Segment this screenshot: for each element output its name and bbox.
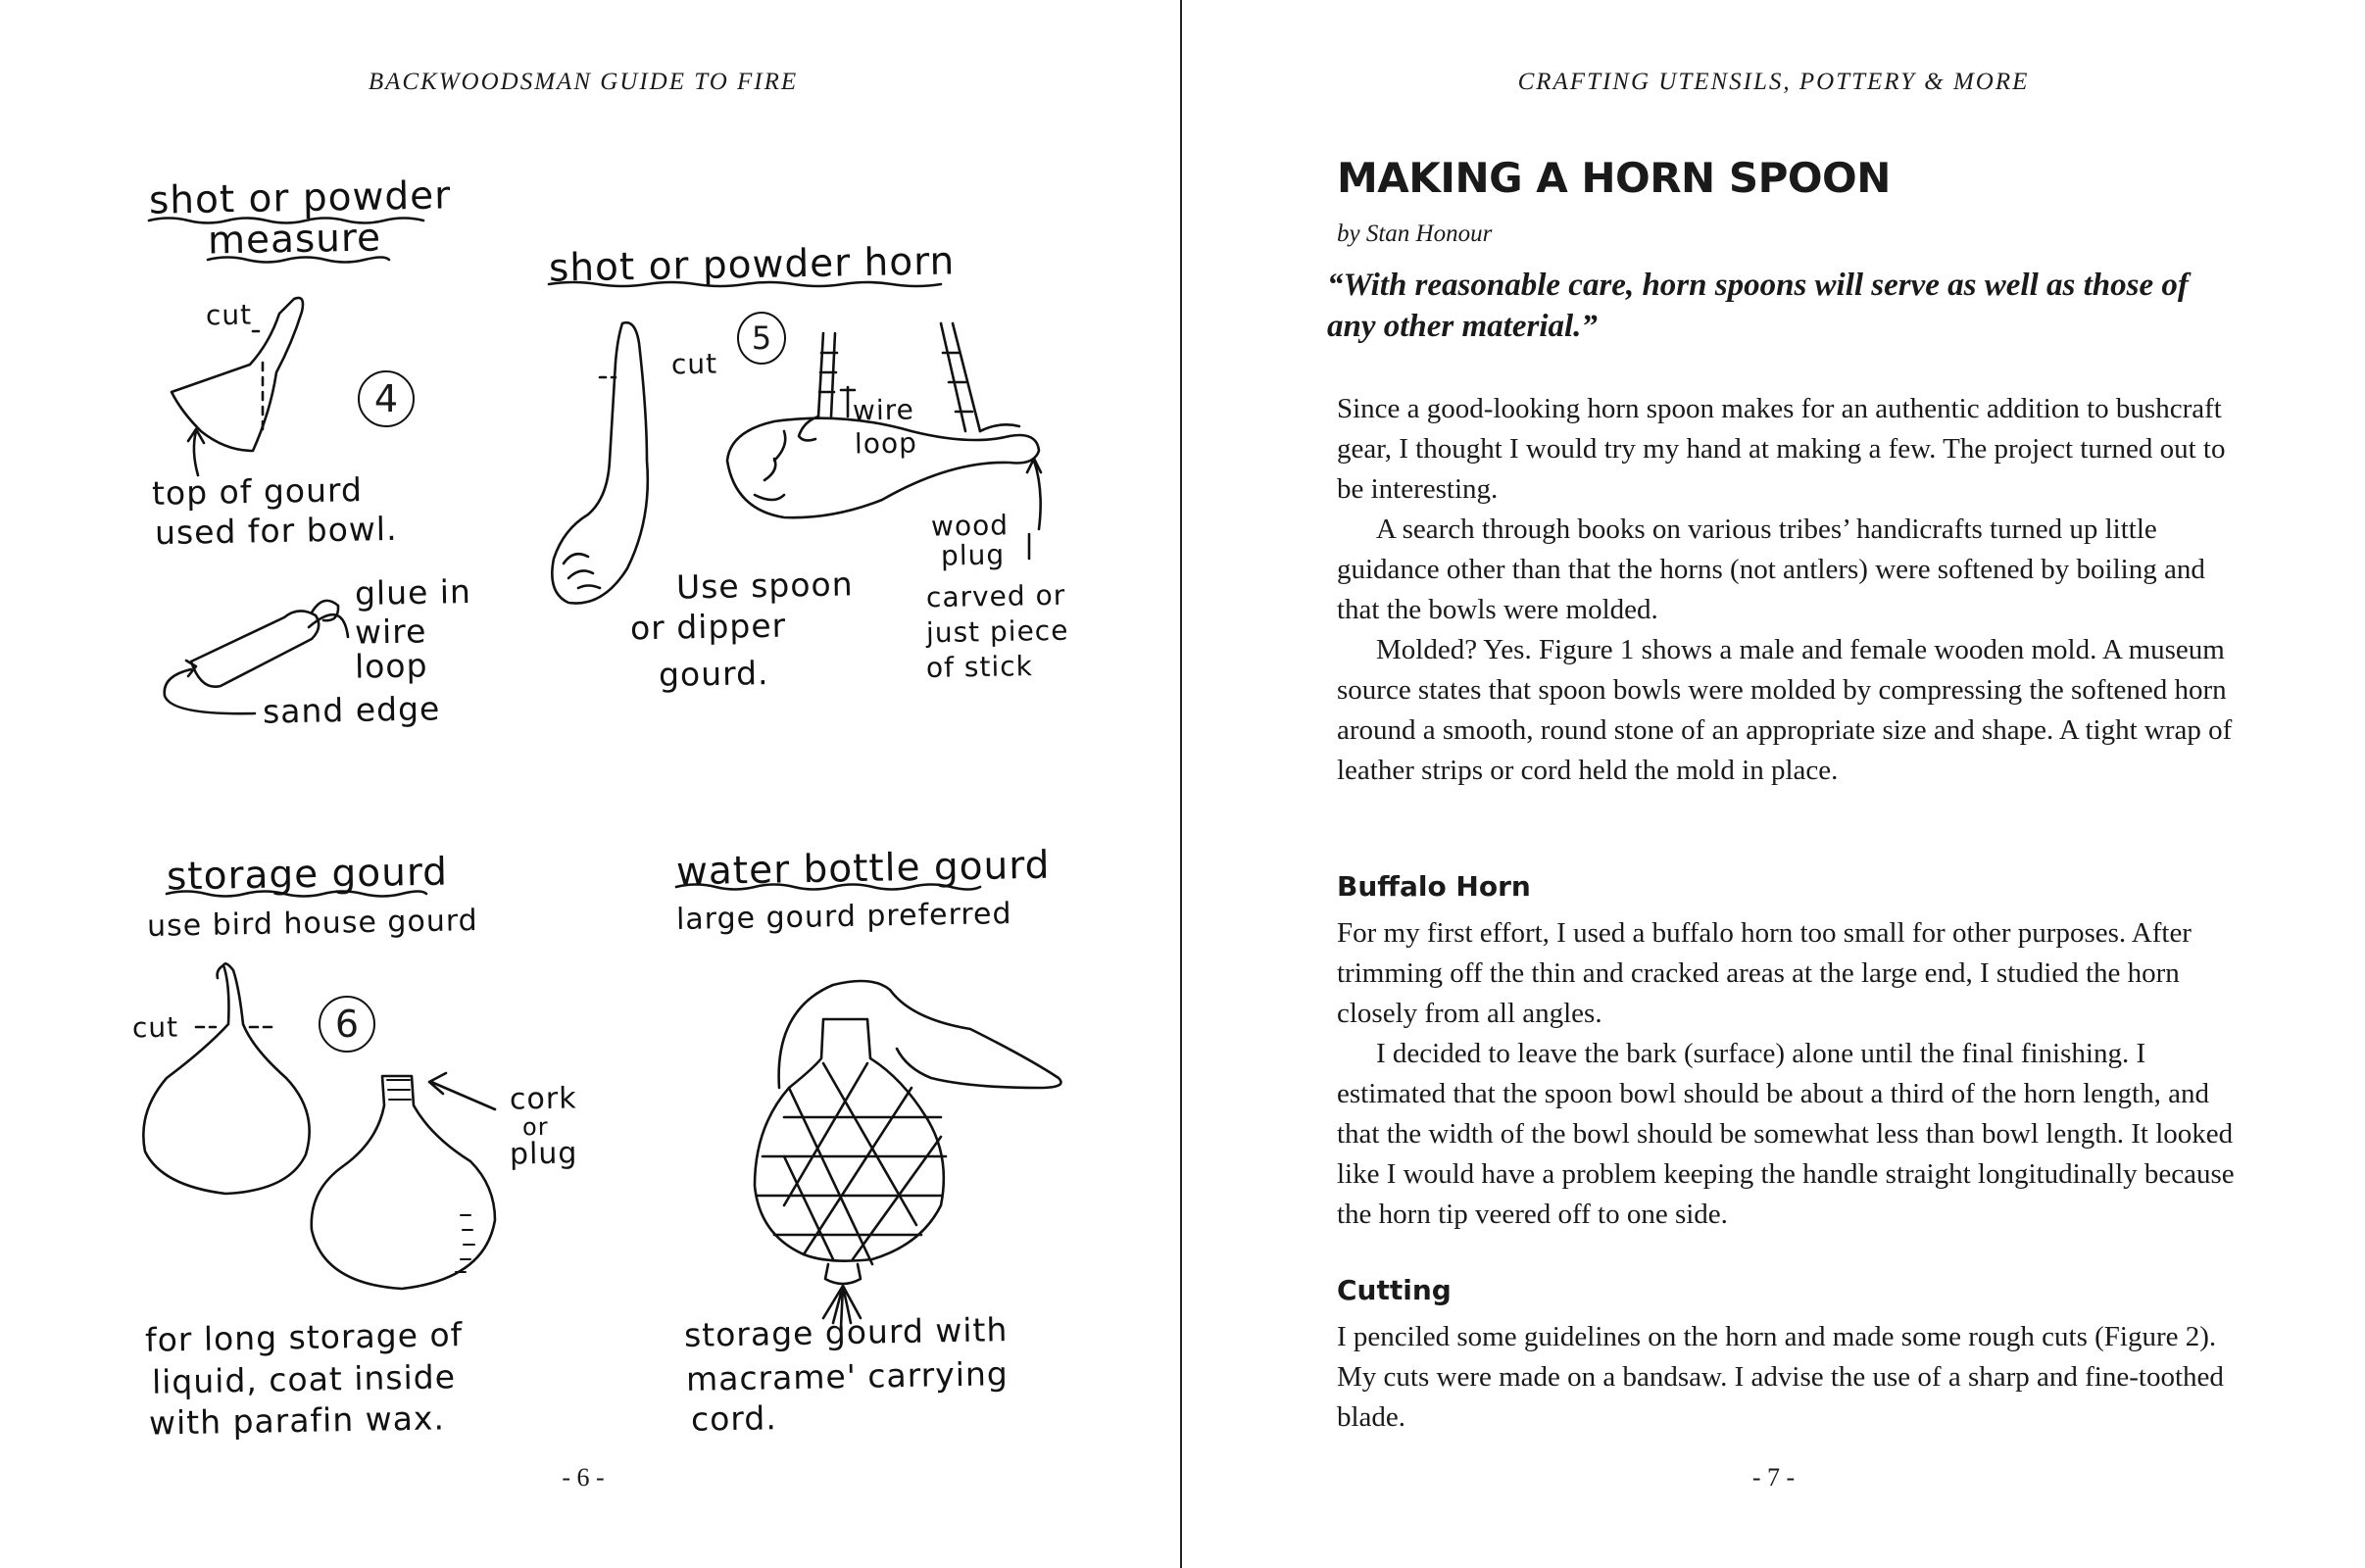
storage-gourd-drawing-2 (312, 1076, 495, 1289)
storage-gourd-drawing-1 (143, 963, 309, 1194)
carved-note-3: of stick (925, 650, 1034, 684)
cork-label-3: plug (509, 1136, 578, 1172)
horn-title: shot or powder horn (548, 239, 956, 291)
water-note-3: cord. (690, 1398, 778, 1439)
glue-label-3: loop (354, 646, 428, 686)
glue-label-1: glue in (354, 571, 472, 613)
buffalo-horn-heading: Buffalo Horn (1337, 870, 1531, 903)
storage-title: storage gourd (166, 850, 449, 900)
carved-note-1: carved or (925, 578, 1066, 614)
water-note-1: storage gourd with (683, 1310, 1009, 1354)
measure-title-2: measure (207, 216, 382, 264)
article-title: MAKING A HORN SPOON (1337, 154, 1891, 202)
horn-spoon-note-1: Use spoon (675, 564, 854, 607)
cutting-paragraph-1: I penciled some guidelines on the horn and made some rough cuts (Figure 2). My cuts were made on a bandsaw. I advise the use of a sharp and fine-toothed blade. (1337, 1321, 2224, 1433)
cork-label-2: or (521, 1112, 549, 1142)
sketch-number-4: 4 (358, 370, 415, 427)
measure-note-2: used for bowl. (154, 509, 398, 553)
sketch-number-6: 6 (319, 996, 375, 1053)
storage-subtitle: use bird house gourd (146, 904, 478, 944)
right-running-head: CRAFTING UTENSILS, POTTERY & MORE (1517, 69, 2030, 95)
storage-note-2: liquid, coat inside (151, 1357, 457, 1401)
horn-spoon-note-3: gourd. (658, 654, 769, 694)
intro-paragraph-1: Since a good-looking horn spoon makes for an authentic addition to bushcraft gear, I thought I would try my hand at making a few. The project turned out to be interesting. (1337, 393, 2226, 505)
sand-edge-label: sand edge (262, 689, 441, 731)
water-title: water bottle gourd (675, 843, 1051, 895)
horn-wire-label-1: wire (852, 393, 915, 427)
horn-cut-label: cut (670, 347, 718, 381)
carrying-cord-drawing (779, 981, 1061, 1088)
cutting-heading: Cutting (1337, 1274, 1452, 1306)
intro-paragraph-2: A search through books on various tribes’ handicrafts turned up little guidance other than that the horns (not antlers) were softened by boiling and that the bowls were molded. (1337, 514, 2205, 625)
cork-label-1: cork (509, 1081, 577, 1117)
intro-paragraph-3: Molded? Yes. Figure 1 shows a male and female wooden mold. A museum source states that spoon bowls were molded by compressing the softened horn around a smooth, round stone of an appropriate size and shape. A tight wrap of leather strips or cord held the mold in place. (1337, 634, 2233, 786)
buffalo-paragraph-1: For my first effort, I used a buffalo horn too small for other purposes. After trimming off the thin and cracked areas at the large end, I studied the horn closely from all angles. (1337, 917, 2192, 1029)
cork-arrow (429, 1073, 495, 1109)
measure-glue-drawing (191, 611, 319, 686)
sketch-number-5: 5 (737, 312, 786, 365)
storage-note-3: with parafin wax. (148, 1398, 446, 1443)
pull-quote: “With reasonable care, horn spoons will serve as well as those of any other material.” (1327, 268, 2189, 344)
wood-plug-label-1: wood (930, 509, 1010, 543)
wood-plug-label-2: plug (940, 538, 1006, 572)
water-subtitle: large gourd preferred (675, 897, 1012, 937)
storage-cut-label: cut (131, 1010, 179, 1045)
water-note-2: macrame' carrying (685, 1354, 1010, 1398)
left-running-head: BACKWOODSMAN GUIDE TO FIRE (368, 69, 799, 95)
horn-wire-label-2: loop (854, 426, 918, 461)
wood-plug-arrow (1027, 459, 1041, 529)
storage-note-1: for long storage of (144, 1315, 464, 1359)
left-page (0, 0, 1180, 1568)
buffalo-paragraph-2: I decided to leave the bark (surface) alone until the final finishing. I estimated that the spoon bowl should be about a third of the horn length, and that the width of the bowl should be somewhat less than bowl length. It looked like I would have a problem keeping the handle straight longitudinally because the horn tip veered off to one side. (1337, 1038, 2235, 1230)
measure-arrow (188, 429, 204, 475)
horn-spoon-note-2: or dipper (629, 606, 787, 648)
measure-note-1: top of gourd (151, 470, 364, 513)
right-page (1182, 0, 2365, 1568)
right-page-number: - 7 - (1751, 1463, 1796, 1492)
article-byline: by Stan Honour (1337, 220, 1493, 247)
measure-title-1: shot or powder (148, 173, 452, 223)
glue-label-2: wire (354, 612, 427, 652)
left-page-number: - 6 - (562, 1463, 605, 1492)
carved-note-2: just piece (925, 613, 1069, 650)
measure-cut-label: cut (205, 298, 253, 332)
horn-strap-drawing (818, 333, 837, 416)
